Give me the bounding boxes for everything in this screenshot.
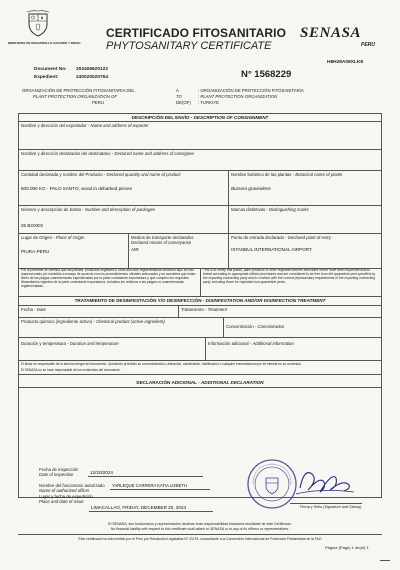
liability-note-es: El SENASA, sus funcionarios y representantes declinan toda responsabilidad financiera resultante de este Certificado. xyxy=(108,522,292,526)
entry-value: ISTANBUL INTERNATIONAL AIRPORT xyxy=(231,247,312,252)
additional-info-label: Información adicional - Additional information xyxy=(208,341,294,346)
certification-text-en: This is to certify that plants, plant products or other regulated articles described herein have been inspected and/or tested according to appropriate official procedures and are considered to be free from the quarantine pest specified by the importing contracting party and to conform with the current phytosanitary requirements of the importing contracting party, including those for regulated non quarantine pests. xyxy=(203,268,376,284)
duration-label: Duración y temperatura - Duration and temperature xyxy=(21,341,119,346)
transport-label-en: Declared means of conveyanse xyxy=(131,240,192,245)
treatment-date-label: Fecha - Date xyxy=(21,307,46,312)
inspection-date-value: 12/20/2024 xyxy=(90,470,113,475)
senasa-peru-label: PERU xyxy=(361,42,375,48)
org-to-label: TO xyxy=(176,94,182,99)
org-dest-es: : ORGANIZACIÓN DE PROTECCIÓN FITOSANITARIA xyxy=(198,88,304,93)
document-number-value: 202406620122 xyxy=(76,67,109,72)
org-origin-en: PLANT PROTECTION ORGANIZATION OF xyxy=(33,94,117,99)
entry-label: Punto de entrada declarado - Declared point of entry xyxy=(231,235,332,240)
officer-signature xyxy=(290,458,360,503)
marks-label: Marcas distintivas - Distinguishing marks xyxy=(231,207,309,212)
page-number: Página (Page) 1 de(of) 1 xyxy=(325,545,369,550)
place-date-label-es: Lugar y fecha de expedición xyxy=(39,494,93,499)
disclaimer-senasa-text: El SENASA no se hace responsable de los contenidos del documento. xyxy=(21,368,121,372)
place-date-label-en: Place and date of issue xyxy=(39,499,84,504)
concentration-label: Concentración - Concentration xyxy=(226,324,285,329)
org-de-label: DE(OF) xyxy=(176,100,191,105)
packages-label: Número y descripción de bultos - Number and description of packages xyxy=(21,207,155,212)
title-english: PHYTOSANITARY CERTIFICATE xyxy=(106,40,272,52)
consignment-header-en: DESCRIPTION OF CONSIGNMENT xyxy=(193,115,269,120)
title-spanish: CERTIFICADO FITOSANITARIO xyxy=(106,26,287,40)
certification-text-es: Por la presente se certifica que las plantas, productos vegetales u otros artículos reglamentados descritos aquí se han inspeccionado y/o sometido a ensayo de acuerdo con los procedimientos oficiales adecuados y se considera que están libres de las plagas cuarentenarias especificadas por la parte contratante importadora y que cumplen los requisitos fitosanitarios vigentes de la parte contratante importadora, incluidos los relativos a las plagas no cuarentenarias reglamentadas. xyxy=(21,268,196,288)
org-dest-en: : PLANT PROTECTION ORGANIZATION xyxy=(198,94,278,99)
quantity-label: Cantidad declarada y nombre del Producto - Declared quantity and name of product xyxy=(21,172,181,177)
transport-value: AIR xyxy=(131,247,139,252)
inspection-date-label-es: Fecha de inspección xyxy=(39,467,79,472)
transport-label-es: Medios de transporte declarados xyxy=(131,235,194,240)
treatment-header: TRATAMIENTO DE DESINFESTACIÓN Y/O DESINFECCIÓN - DISINFESTATION AND/OR DISINFECTION TREATMENT xyxy=(74,298,326,303)
org-origin-es: ORGANIZACIÓN DE PROTECCIÓN FITOSANITARIA DEL xyxy=(22,88,135,93)
officer-label-es: Nombre del funcionario autorizado xyxy=(39,483,105,488)
additional-declaration-header: DECLARACIÓN ADICIONAL - ADDITIONAL DECLARATION xyxy=(136,380,264,385)
org-origin-country: PERU xyxy=(92,100,104,105)
place-date-value: LIMACALLAO, FRIDAY, DECEMBER 20, 2024 xyxy=(91,505,187,510)
org-dest-country: : TURKIYE xyxy=(198,100,219,105)
expedient-value: 240020020764 xyxy=(76,75,109,80)
org-a-label: A xyxy=(176,88,179,93)
consignment-header: DESCRIPCIÓN DEL ENVÍO - DESCRIPTION OF CONSIGNMENT xyxy=(131,115,269,120)
certificate-number: N° 1568229 xyxy=(241,69,292,80)
disclaimer-text: El titular es responsable de la autoría íntegra del documento. Quedando prohibido su comercialización, alteración, adulteración, falsificación o cualquier enmendadura que se efectúe en su contenido. xyxy=(21,362,302,366)
senasa-logo: SENASA xyxy=(300,25,362,41)
officer-value: YARLEQUE CARRERA KATIA LIZBETH xyxy=(112,483,188,488)
treatment-type-label: Tratamiento - Treatment xyxy=(181,307,227,312)
liability-note-en: No financial liability with respect to this certificate shall attach to SENASA or to any of its officers or representatives. xyxy=(110,527,290,531)
origin-label: Lugar de Origen - Place of Origin xyxy=(21,235,85,240)
consignee-label: Nombre y dirección declarados del destinatario - Declared name and address of consignee xyxy=(21,151,194,156)
signature-label: Firma y Sello (Signature and Stamp) xyxy=(300,505,362,509)
ministry-label: MINISTERIO DE DESARROLLO AGRARIO Y RIEGO xyxy=(8,41,81,45)
quantity-value: 500.000 KG - PALO SANTO, wood in debarked pieces xyxy=(21,186,132,191)
botanical-label: Nombre botánico de las plantas - Botanical name of plants xyxy=(231,172,343,177)
expedient-label: Expedient: xyxy=(34,75,59,80)
exporter-label: Nombre y dirección del exportador - Name and address of exporter xyxy=(21,123,149,128)
document-number-label: Document No: xyxy=(34,67,67,72)
consignment-header-es: DESCRIPCIÓN DEL ENVÍO xyxy=(131,115,190,120)
botanical-value: Bursera graveolens xyxy=(231,186,271,191)
inspection-date-label-en: Date of inspection xyxy=(39,472,74,477)
chemical-label: Producto químico (ingrediente activo) - Chemical product (active ingredient) xyxy=(21,319,165,324)
origin-value: PIURA-PERU xyxy=(21,249,50,254)
legal-note: Este certificado ha sido emitido por el Perú por Resolución Legislativa N° 21176, concordante a la Convención Internacional de Protección Fitosanitaria de la FAO xyxy=(78,537,322,541)
peru-coat-of-arms-logo xyxy=(26,10,50,38)
verification-code: H8H28A08XLK8 xyxy=(327,60,363,65)
packages-value: 25 BOXES xyxy=(21,223,44,228)
officer-label-en: Name of authorized officer xyxy=(39,488,90,493)
